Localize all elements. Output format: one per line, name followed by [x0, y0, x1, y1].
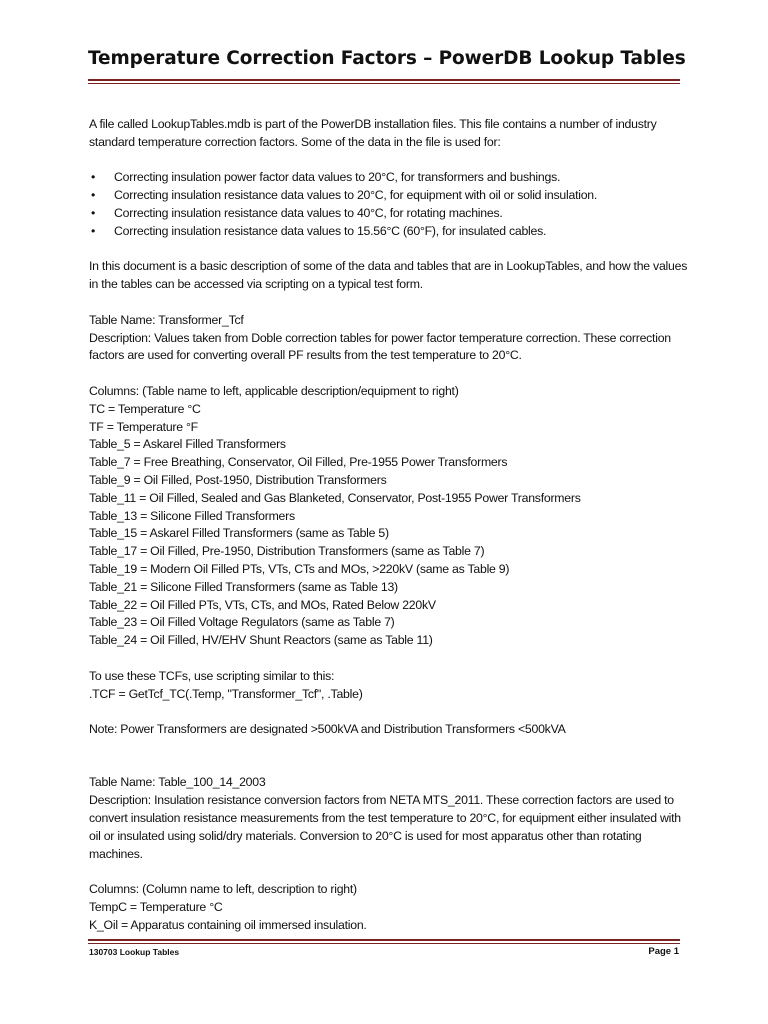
title-divider — [88, 79, 680, 81]
section2-columns-heading: Columns: (Column name to left, description to right) — [89, 882, 357, 897]
list-item: Table_21 = Silicone Filled Transformers (same as Table 13) — [89, 579, 398, 594]
list-item: Table_15 = Askarel Filled Transformers (same as Table 5) — [89, 526, 389, 541]
footer-document-id: 130703 Lookup Tables — [89, 947, 180, 957]
bullet-icon: • — [91, 170, 96, 185]
title-divider-thin — [88, 83, 680, 84]
section2-table-name: Table Name: Table_100_14_2003 — [89, 775, 266, 790]
section1-description: Description: Values taken from Doble correction tables for power factor temperature correction. These correction factors are used for converting overall PF results from the test temperature to 20°C. — [89, 330, 671, 363]
list-item: Table_17 = Oil Filled, Pre-1950, Distribution Transformers (same as Table 7) — [89, 544, 485, 559]
list-item: • Correcting insulation resistance data values to 15.56°C (60°F), for insulated cables. — [89, 223, 689, 241]
section1-note: Note: Power Transformers are designated >500kVA and Distribution Transformers <500kVA — [89, 722, 566, 737]
list-item: TC = Temperature °C — [89, 401, 201, 416]
bullet-icon: • — [91, 205, 96, 220]
list-item: TF = Temperature °F — [89, 419, 198, 434]
list-item: K_Oil = Apparatus containing oil immersed insulation. — [89, 917, 367, 932]
list-item: • Correcting insulation resistance data values to 40°C, for rotating machines. — [89, 205, 689, 223]
footer-divider-thin — [88, 943, 680, 944]
section1-columns-heading: Columns: (Table name to left, applicable description/equipment to right) — [89, 383, 459, 398]
list-item: Table_24 = Oil Filled, HV/EHV Shunt Reactors (same as Table 11) — [89, 633, 433, 648]
section2-description: Description: Insulation resistance conversion factors from NETA MTS_2011. These correction factors are used to convert insulation resistance measurements from the test temperature to 20°C, for equipment either insulated with oil or insulated using solid/dry materials. Conversion to 20°C is used for most apparatus other than rotating machines. — [89, 793, 681, 861]
list-item: Table_13 = Silicone Filled Transformers — [89, 508, 295, 523]
list-item: Table_11 = Oil Filled, Sealed and Gas Blanketed, Conservator, Post-1955 Power Transformers — [89, 490, 581, 505]
list-item: Table_9 = Oil Filled, Post-1950, Distribution Transformers — [89, 472, 387, 487]
bullet-icon: • — [91, 223, 96, 238]
section1-usage-intro: To use these TCFs, use scripting similar to this: — [89, 668, 335, 683]
intro-paragraph: A file called LookupTables.mdb is part of the PowerDB installation files. This file contains a number of industry standard temperature correction factors. Some of the data in the file is used for: — [89, 117, 657, 149]
section1-columns-list — [89, 401, 689, 650]
list-item: Table_23 = Oil Filled Voltage Regulators (same as Table 7) — [89, 615, 395, 630]
footer-page-number: Page 1 — [648, 946, 679, 957]
list-item: Table_19 = Modern Oil Filled PTs, VTs, CTs and MOs, >220kV (same as Table 9) — [89, 561, 510, 576]
footer-divider — [88, 939, 680, 941]
page-title: Temperature Correction Factors – PowerDB Lookup Tables — [88, 48, 686, 69]
list-item: • Correcting insulation resistance data values to 20°C, for equipment with oil or solid insulation. — [89, 187, 689, 205]
overview-paragraph: In this document is a basic description of some of the data and tables that are in LookupTables, and how the values in the tables can be accessed via scripting on a typical test form. — [89, 259, 688, 292]
list-item: TempC = Temperature °C — [89, 900, 223, 915]
usage-bullet-list — [89, 169, 689, 240]
list-item: Table_7 = Free Breathing, Conservator, Oil Filled, Pre-1955 Power Transformers — [89, 455, 508, 470]
list-item: Table_22 = Oil Filled PTs, VTs, CTs, and MOs, Rated Below 220kV — [89, 597, 436, 612]
document-body — [89, 116, 689, 935]
section1-table-name: Table Name: Transformer_Tcf — [89, 312, 244, 327]
bullet-icon: • — [91, 188, 96, 203]
section1-usage-code: .TCF = GetTcf_TC(.Temp, "Transformer_Tcf", .Table) — [89, 686, 363, 701]
section2-columns-list — [89, 899, 689, 935]
list-item: Table_5 = Askarel Filled Transformers — [89, 437, 286, 452]
list-item: • Correcting insulation power factor data values to 20°C, for transformers and bushings. — [89, 169, 689, 187]
